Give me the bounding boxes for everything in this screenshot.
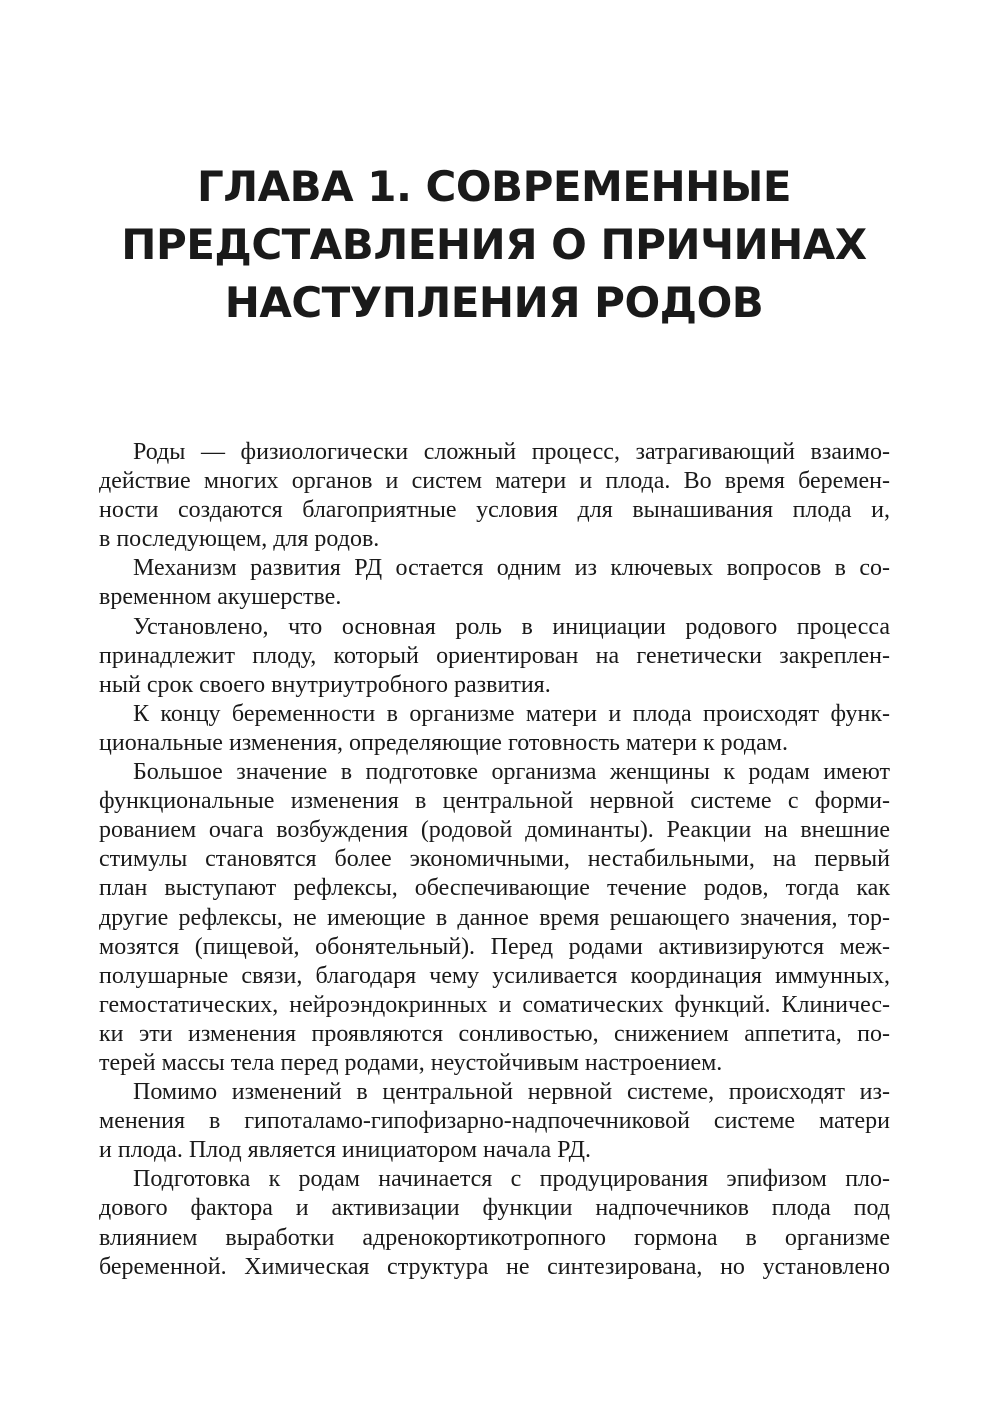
- chapter-title-line: ГЛАВА 1. СОВРЕМЕННЫЕ: [196, 162, 792, 211]
- paragraph-line: влиянием выработки адренокортикотропного гормона в организме: [99, 1224, 890, 1251]
- paragraph-line: рованием очага возбуждения (родовой доминанты). Реакции на внешние: [99, 817, 890, 844]
- paragraph: [99, 1165, 890, 1281]
- paragraph: [99, 758, 890, 1078]
- paragraph-line: мозятся (пищевой, обонятельный). Перед родами активизируются меж-: [99, 933, 890, 960]
- paragraph-line: ный срок своего внутриутробного развития.: [99, 671, 551, 698]
- paragraph-line: временном акушерстве.: [99, 584, 342, 611]
- chapter-title: [100, 158, 888, 332]
- chapter-title-line: ПРЕДСТАВЛЕНИЯ О ПРИЧИНАХ: [121, 220, 867, 269]
- paragraph-line: Установлено, что основная роль в инициации родового процесса: [133, 613, 890, 640]
- paragraph: [99, 438, 890, 554]
- paragraph-line: и плода. Плод является инициатором начала РД.: [99, 1137, 592, 1164]
- paragraph-line: Большое значение в подготовке организма женщины к родам имеют: [133, 759, 890, 786]
- paragraph-line: беременной. Химическая структура не синтезирована, но установлено: [99, 1253, 890, 1280]
- paragraph: [99, 1078, 890, 1165]
- paragraph-line: полушарные связи, благодаря чему усиливается координация иммунных,: [99, 962, 890, 989]
- paragraph-line: стимулы становятся более экономичными, нестабильными, на первый: [99, 846, 890, 873]
- paragraph-line: терей массы тела перед родами, неустойчивым настроением.: [99, 1049, 723, 1076]
- paragraph-line: Механизм развития РД остается одним из ключевых вопросов в со-: [133, 555, 890, 582]
- chapter-body: [99, 438, 890, 1282]
- paragraph-line: ности создаются благоприятные условия для вынашивания плода и,: [99, 497, 890, 524]
- paragraph: [99, 700, 890, 758]
- paragraph-line: Роды — физиологически сложный процесс, затрагивающий взаимо-: [133, 439, 890, 465]
- paragraph-line: другие рефлексы, не имеющие в данное время решающего значения, тор-: [99, 904, 890, 931]
- paragraph-line: дового фактора и активизации функции надпочечников плода под: [99, 1195, 890, 1222]
- paragraph-line: в последующем, для родов.: [99, 526, 380, 553]
- paragraph-line: ки эти изменения проявляются сонливостью, снижением аппетита, по-: [99, 1020, 890, 1047]
- chapter-title-line: НАСТУПЛЕНИЯ РОДОВ: [224, 278, 764, 327]
- paragraph: [99, 613, 890, 700]
- paragraph-line: действие многих органов и систем матери и плода. Во время беремен-: [99, 468, 890, 495]
- paragraph-line: гемостатических, нейроэндокринных и соматических функций. Клиничес-: [99, 991, 890, 1018]
- paragraph-line: принадлежит плоду, который ориентирован на генетически закреплен-: [99, 642, 890, 669]
- paragraph-line: Подготовка к родам начинается с продуцирования эпифизом пло-: [133, 1166, 890, 1193]
- paragraph: [99, 554, 890, 612]
- paragraph-line: К концу беременности в организме матери и плода происходят функ-: [133, 700, 890, 727]
- paragraph-line: циональные изменения, определяющие готовность матери к родам.: [99, 729, 788, 756]
- paragraph-line: Помимо изменений в центральной нервной системе, происходят из-: [133, 1079, 890, 1106]
- paragraph-line: функциональные изменения в центральной нервной системе с форми-: [99, 788, 890, 815]
- paragraph-line: план выступают рефлексы, обеспечивающие течение родов, тогда как: [99, 875, 890, 902]
- paragraph-line: менения в гипоталамо-гипофизарно-надпочечниковой системе матери: [99, 1108, 890, 1135]
